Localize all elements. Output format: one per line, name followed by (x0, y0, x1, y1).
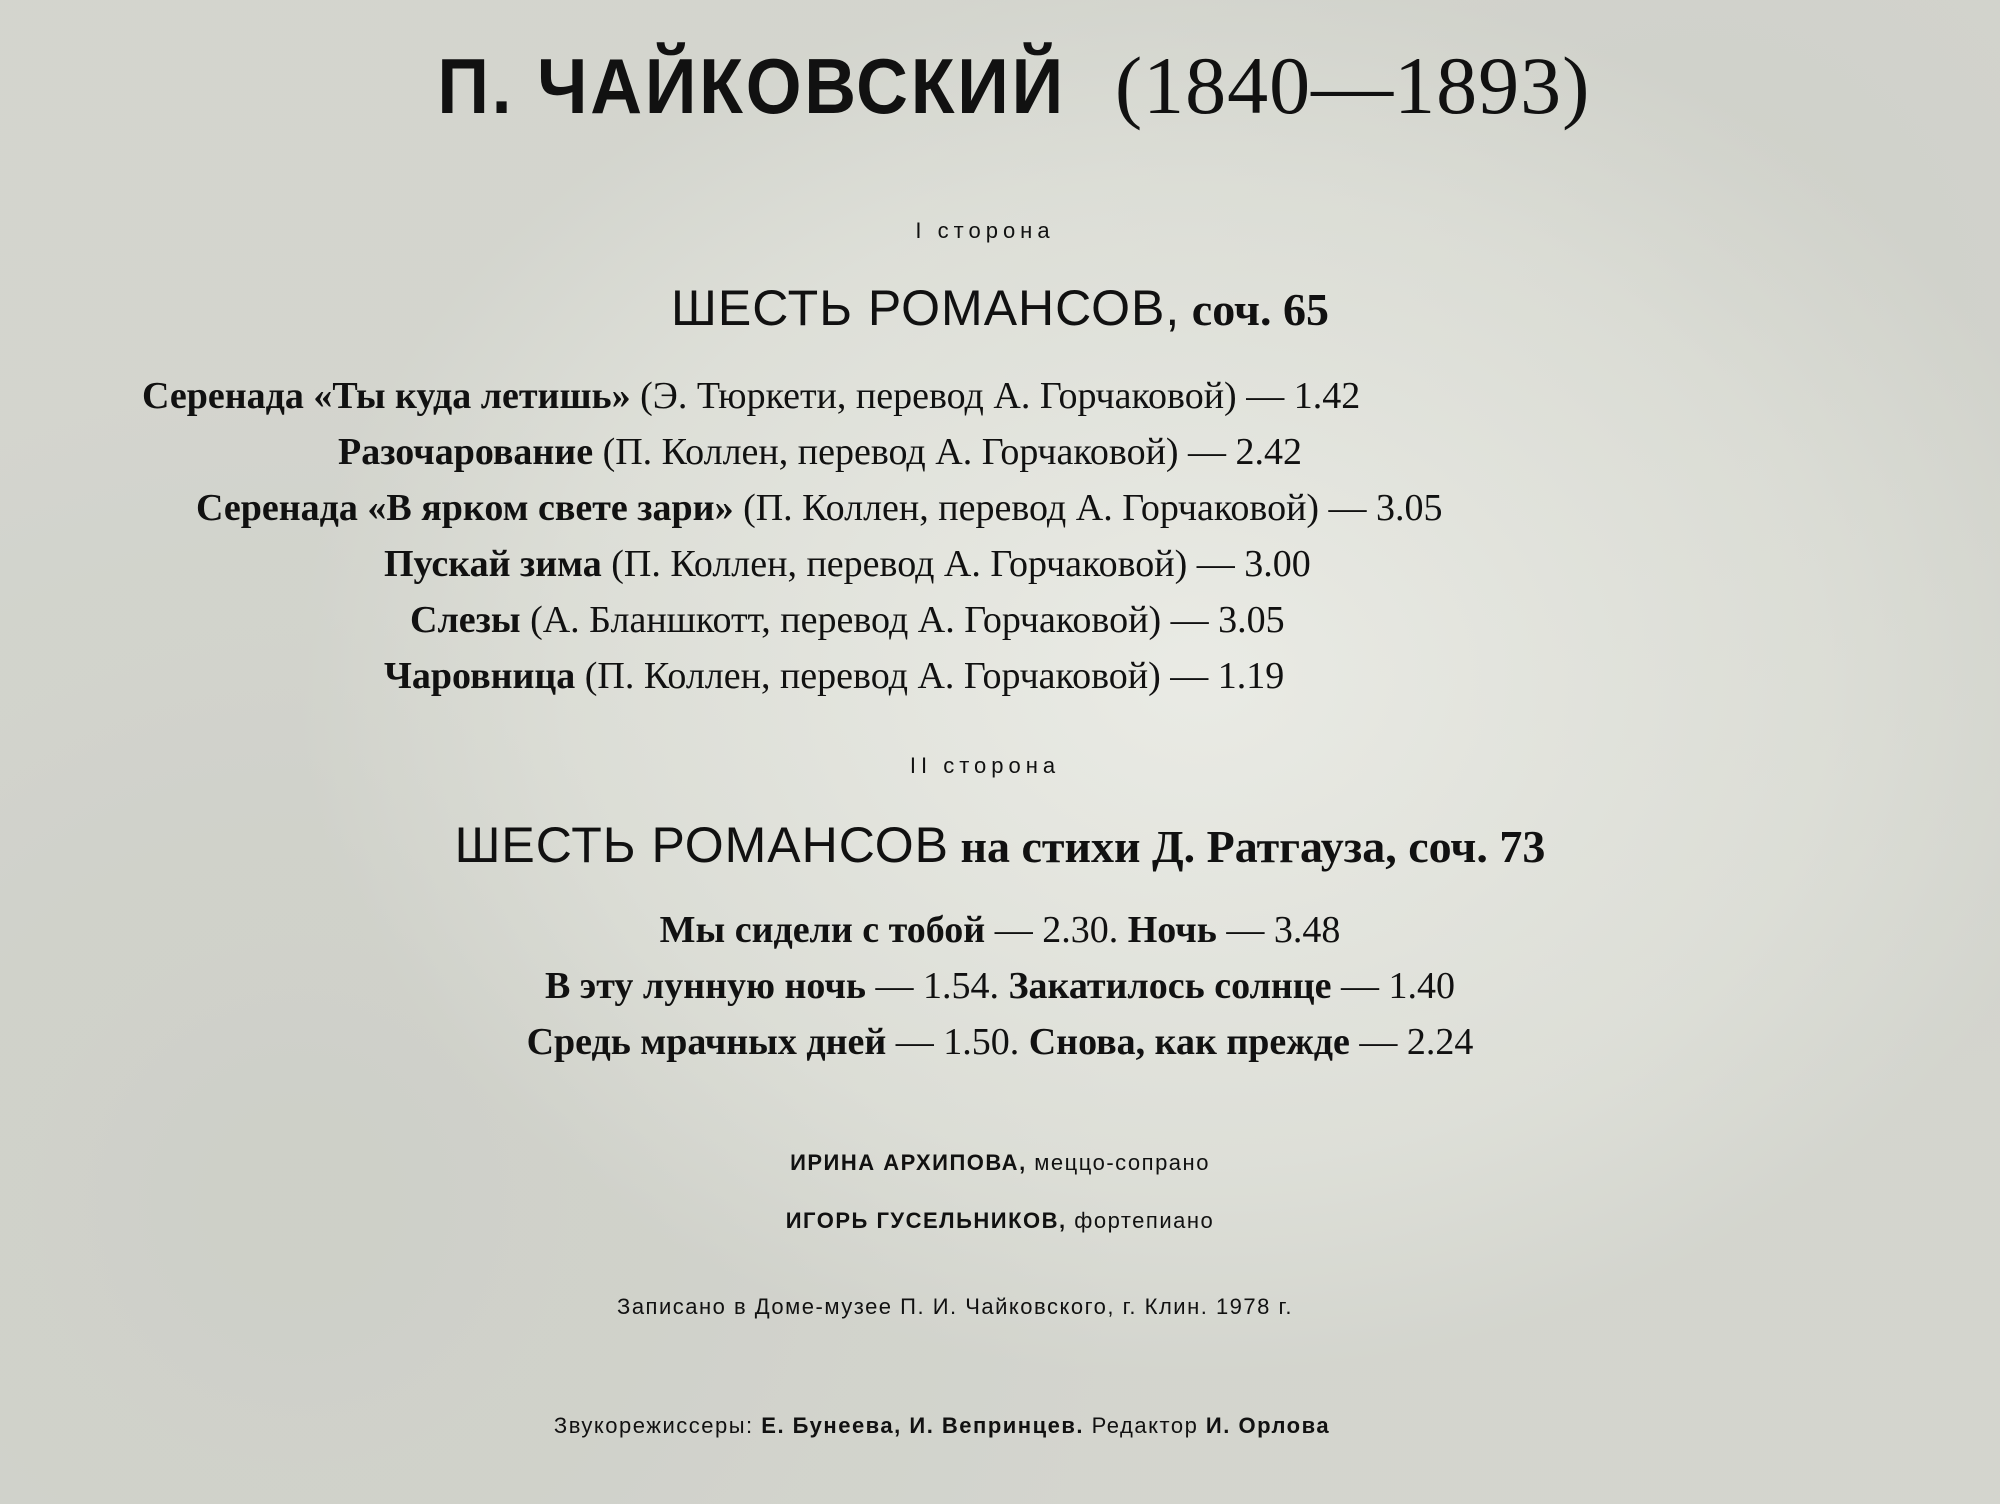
song-details: (Э. Тюркети, перевод А. Горчаковой) — 1.42 (630, 375, 1361, 417)
performer-piano (0, 1208, 2000, 1234)
side-2-heading-rest: на стихи Д. Ратгауза, соч. 73 (948, 821, 1546, 872)
song-title: Серенада «В ярком свете зари» (196, 487, 734, 529)
song-title: Слезы (410, 599, 521, 641)
song-details: (П. Коллен, перевод А. Горчаковой) — 3.05 (733, 487, 1443, 529)
song-title: Ночь (1127, 909, 1217, 951)
list-item (338, 424, 1302, 480)
performer-role: меццо-сопрано (1026, 1150, 1210, 1175)
song-details: (П. Коллен, перевод А. Горчаковой) — 3.00 (601, 543, 1311, 585)
performer-vocal (0, 1150, 2000, 1176)
side-2-label: II сторона (909, 753, 1061, 778)
list-item (0, 958, 2000, 1014)
song-title: Мы сидели с тобой (659, 909, 986, 951)
engineers-names: Е. Бунеева, И. Вепринцев. (761, 1413, 1084, 1438)
song-title: Чаровница (384, 655, 576, 697)
list-item (196, 480, 1443, 536)
list-item (384, 648, 1284, 704)
list-item (142, 368, 1360, 424)
composer-years: (1840—1893) (1114, 40, 1591, 131)
page-title (0, 36, 2000, 137)
song-duration: — 2.30. (985, 909, 1128, 951)
side-1-heading (0, 278, 2000, 340)
engineers-label: Звукорежиссеры: (553, 1413, 762, 1438)
list-item (384, 536, 1311, 592)
production-credits (0, 1413, 1942, 1439)
song-title: Закатилось солнце (1008, 965, 1332, 1007)
side-2-heading (0, 815, 2000, 877)
song-details: (П. Коллен, перевод А. Горчаковой) — 1.19 (575, 655, 1285, 697)
side-1-label: I сторона (915, 218, 1055, 243)
song-details: (А. Бланшкотт, перевод А. Горчаковой) — 3.05 (520, 599, 1285, 641)
song-duration: — 1.50. (886, 1021, 1029, 1063)
song-duration: — 1.40 (1331, 965, 1456, 1007)
song-title: Средь мрачных дней (526, 1021, 887, 1063)
list-item (0, 902, 2000, 958)
side-1-heading-opus: соч. 65 (1180, 284, 1329, 335)
song-details: (П. Коллен, перевод А. Горчаковой) — 2.42 (593, 431, 1303, 473)
song-title: Разочарование (338, 431, 594, 473)
side-2-heading-main: ШЕСТЬ РОМАНСОВ (454, 817, 949, 873)
song-duration: — 2.24 (1349, 1021, 1474, 1063)
editor-label: Редактор (1083, 1413, 1206, 1438)
performer-name: ИРИНА АРХИПОВА, (790, 1150, 1027, 1175)
song-title: В эту лунную ночь (544, 965, 866, 1007)
performer-name: ИГОРЬ ГУСЕЛЬНИКОВ, (785, 1208, 1067, 1233)
recording-note: Записано в Доме-музее П. И. Чайковского, г. Клин. 1978 г. (617, 1294, 1293, 1319)
song-duration: — 1.54. (865, 965, 1009, 1007)
song-title: Серенада «Ты куда летишь» (142, 375, 631, 417)
song-title: Пускай зима (384, 543, 602, 585)
list-item (0, 1014, 2000, 1070)
performer-role: фортепиано (1066, 1208, 1215, 1233)
list-item (410, 592, 1285, 648)
song-title: Снова, как прежде (1028, 1021, 1350, 1063)
side-1-heading-main: ШЕСТЬ РОМАНСОВ, (671, 280, 1181, 336)
composer-name: П. ЧАЙКОВСКИЙ (436, 42, 1066, 130)
song-duration: — 3.48 (1216, 909, 1341, 951)
editor-name: И. Орлова (1205, 1413, 1331, 1438)
